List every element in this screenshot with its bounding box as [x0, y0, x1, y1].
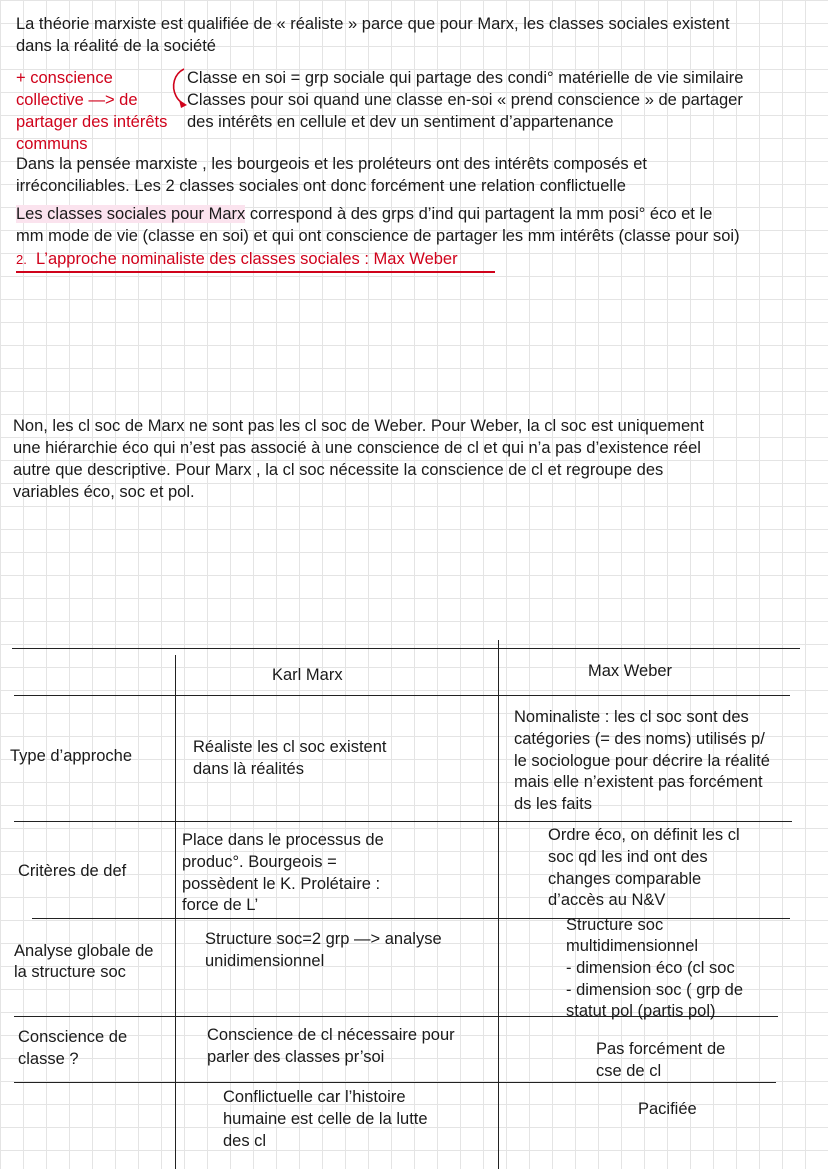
table-rule-row-4: [14, 1082, 776, 1083]
row-3-marx-line-2: unidimensionnel: [205, 952, 325, 970]
row-1-weber-line-3: le sociologue pour décrire la réalité: [514, 752, 770, 770]
row-2-weber-line-4: d’accès au N&V: [548, 891, 666, 909]
row-3-weber-line-4: - dimension soc ( grp de: [566, 981, 743, 999]
comparison-line-3: autre que descriptive. Pour Marx , la cl soc nécessite la conscience de cl et regroupe des: [13, 461, 664, 479]
row-3-weber-line-5: statut pol (partis pol): [566, 1002, 716, 1020]
row-1-weber-line-1: Nominaliste : les cl soc sont des: [514, 708, 749, 726]
header-max-weber: Max Weber: [588, 662, 673, 680]
row-2-weber-line-2: soc qd les ind ont des: [548, 848, 708, 866]
row-4-label-line-2: classe ?: [18, 1050, 79, 1068]
row-2-label: Critères de def: [18, 862, 127, 880]
row-2-marx-line-1: Place dans le processus de: [182, 831, 384, 849]
section-2-underline: [16, 271, 495, 273]
row-3-weber-line-3: - dimension éco (cl soc: [566, 959, 735, 977]
intro-line-2: dans la réalité de la société: [16, 37, 216, 55]
row-1-weber-line-4: mais elle n’existent pas forcément: [514, 773, 763, 791]
summary-line-1: [16, 203, 712, 225]
row-4-label-line-1: Conscience de: [18, 1028, 128, 1046]
row-1-weber-line-2: catégories (= des noms) utilisés p/: [514, 730, 765, 748]
intro-line-1: La théorie marxiste est qualifiée de « réaliste » parce que pour Marx, les classes sociales existent: [16, 15, 730, 33]
row-5-marx-line-2: humaine est celle de la lutte: [223, 1110, 428, 1128]
summary-line-1-rest: correspond à des grps d’ind qui partagent la mm posi° éco et le: [245, 205, 713, 223]
row-1-weber-line-5: ds les faits: [514, 795, 592, 813]
row-2-marx-line-3: possèdent le K. Prolétaire :: [182, 875, 381, 893]
row-5-marx-line-1: Conflictuelle car l’histoire: [223, 1088, 406, 1106]
comparison-line-1: Non, les cl soc de Marx ne sont pas les cl soc de Weber. Pour Weber, la cl soc est uniquement: [13, 417, 704, 435]
row-5-marx-line-3: des cl: [223, 1132, 267, 1150]
summary-line-2: mm mode de vie (classe en soi) et qui ont conscience de partager les mm intérêts (classe pour soi): [16, 227, 740, 245]
table-column-divider-1: [175, 655, 176, 1169]
row-5-weber-line-1: Pacifiée: [638, 1100, 697, 1118]
table-rule-row-1: [14, 821, 792, 822]
row-4-weber-line-2: cse de cl: [596, 1062, 662, 1080]
row-1-marx-line-2: dans là réalités: [193, 760, 304, 778]
marxist-thought-line-2: irréconciliables. Les 2 classes sociales ont donc forcément une relation conflictuelle: [16, 177, 626, 195]
table-rule-row-2: [32, 918, 790, 919]
comparison-line-2: une hiérarchie éco qui n’est pas associé à une conscience de cl et qui n’a pas d’existence réel: [13, 439, 701, 457]
row-4-weber-line-1: Pas forcément de: [596, 1040, 726, 1058]
definition-classe-en-soi: Classe en soi = grp sociale qui partage des condi° matérielle de vie similaire: [187, 69, 744, 87]
side-note-line-2: collective —> de: [16, 91, 138, 109]
side-note-line-4: communs: [16, 135, 88, 153]
definition-continuation: des intérêts en cellule et dev un sentiment d’appartenance: [187, 113, 614, 131]
row-3-weber-line-1: Structure soc: [566, 916, 664, 934]
row-4-marx-line-2: parler des classes pr’soi: [207, 1048, 385, 1066]
section-2-number: 2.: [16, 252, 27, 267]
row-1-label: Type d’approche: [10, 747, 133, 765]
row-2-weber-line-3: changes comparable: [548, 870, 702, 888]
section-2-title: L’approche nominaliste des classes sociales : Max Weber: [36, 250, 458, 268]
table-rule-header: [14, 695, 790, 696]
row-3-label-line-1: Analyse globale de: [14, 942, 154, 960]
comparison-line-4: variables éco, soc et pol.: [13, 483, 195, 501]
marxist-thought-line-1: Dans la pensée marxiste , les bourgeois et les proléteurs ont des intérêts composés et: [16, 155, 647, 173]
row-2-marx-line-4: force de L’: [182, 896, 259, 914]
row-3-weber-line-2: multidimensionnel: [566, 937, 699, 955]
row-4-marx-line-1: Conscience de cl nécessaire pour: [207, 1026, 455, 1044]
summary-highlight: Les classes sociales pour Marx: [16, 205, 246, 223]
header-karl-marx: Karl Marx: [272, 666, 343, 684]
side-note-line-1: + conscience: [16, 69, 113, 87]
row-2-marx-line-2: produc°. Bourgeois =: [182, 853, 337, 871]
row-3-marx-line-1: Structure soc=2 grp —> analyse: [205, 930, 442, 948]
table-rule-top: [12, 648, 800, 649]
table-column-divider-2: [498, 640, 499, 1169]
definition-classe-pour-soi: Classes pour soi quand une classe en-soi « prend conscience » de partager: [187, 91, 743, 109]
row-2-weber-line-1: Ordre éco, on définit les cl: [548, 826, 740, 844]
section-2-heading: [16, 248, 458, 271]
side-note-line-3: partager des intérêts: [16, 113, 168, 131]
row-3-label-line-2: la structure soc: [14, 963, 126, 981]
row-1-marx-line-1: Réaliste les cl soc existent: [193, 738, 387, 756]
